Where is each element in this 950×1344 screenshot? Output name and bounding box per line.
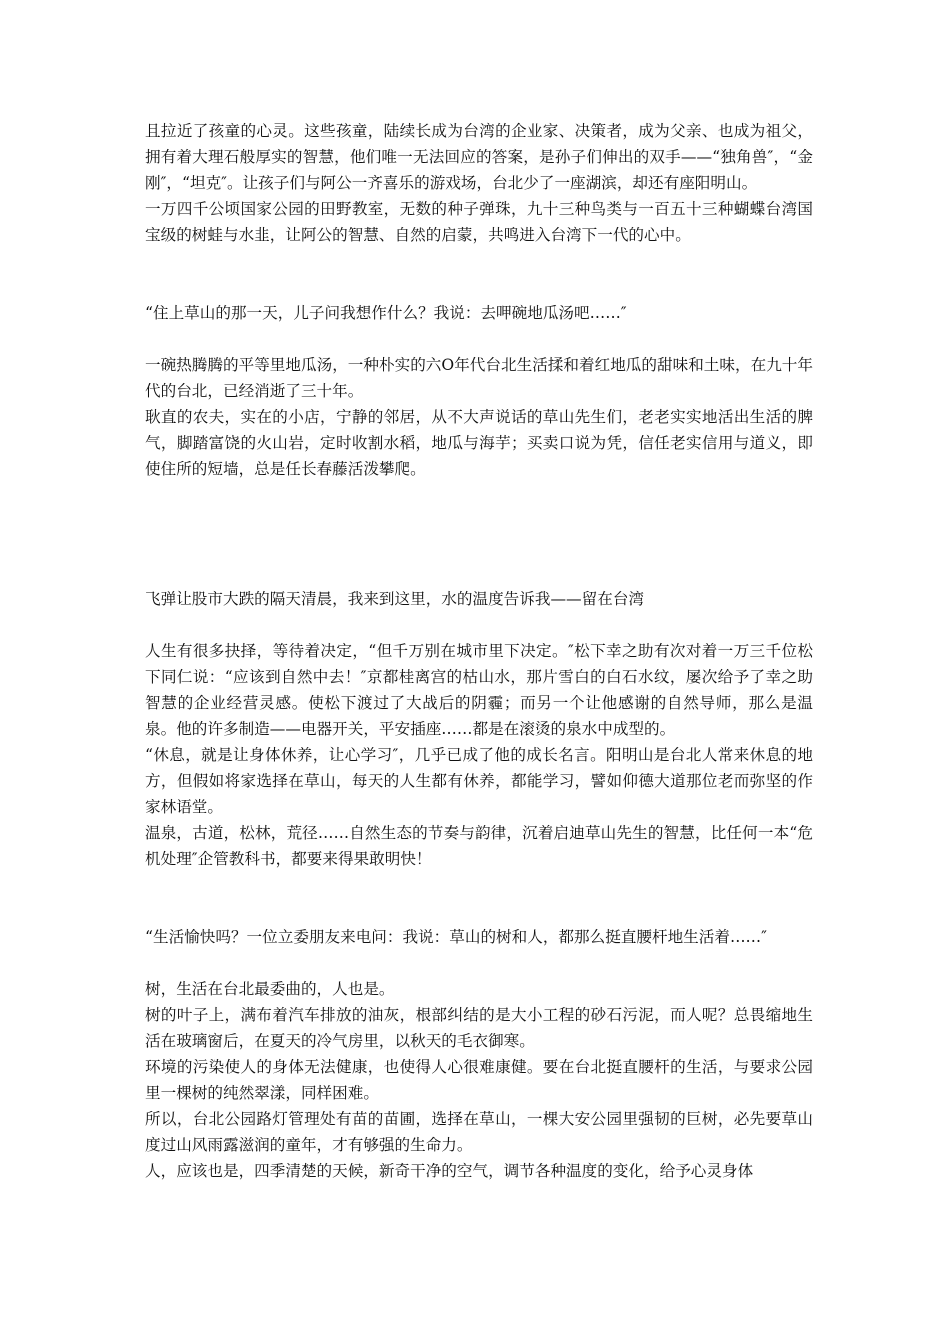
paragraph-rest-learn: “休息，就是让身体休养，让心学习″，几乎已成了他的成长名言。阳明山是台北人常来休息的地方，但假如将家选择在草山，每天的人生都有休养，都能学习，譬如仰德大道那位老而弥坚的作家林语堂。 [145, 746, 813, 816]
heading-stay-in-taiwan: 飞弹让股市大跌的隔天清晨，我来到这里，水的温度告诉我——留在台湾 [145, 590, 645, 608]
paragraph-people: 人，应该也是，四季清楚的天候，新奇干净的空气，调节各种温度的变化，给予心灵身体 [145, 1162, 754, 1180]
paragraph-national-park: 一万四千公顷国家公园的田野教室，无数的种子弹珠，九十三种鸟类与一百五十三种蝴蝶台湾国宝级的树蛙与水韭，让阿公的智慧、自然的启蒙，共鸣进入台湾下一代的心中。 [145, 200, 813, 244]
paragraph-sweet-potato-soup: 一碗热腾腾的平等里地瓜汤，一种朴实的六O年代台北生活揉和着红地瓜的甜味和土味，在九十年代的台北，已经消逝了三十年。 [145, 356, 813, 400]
paragraph-matsushita: 人生有很多抉择，等待着决定，“但千万别在城市里下决定。″松下幸之助有次对着一万三千位松下同仁说：“应该到自然中去！″京都桂离宫的枯山水，那片雪白的白石水纹，屡次给予了幸之助智慧的企业经营灵感。使松下渡过了大战后的阴霾；而另一个让他感谢的自然导师，那么是温泉。他的许多制造——电器开关，平安插座……都是在滚烫的泉水中成型的。 [145, 642, 813, 738]
spacer [145, 248, 813, 300]
document-page [145, 118, 813, 1184]
paragraph-farmers: 耿直的农夫，实在的小店，宁静的邻居，从不大声说话的草山先生们，老老实实地活出生活的脾气，脚踏富饶的火山岩，定时收割水稻，地瓜与海芋；买卖口说为凭，信任老实信用与道义，即使住所的短墙，总是任长春藤活泼攀爬。 [145, 408, 813, 478]
spacer [145, 326, 813, 352]
paragraph-trees: 树，生活在台北最委曲的，人也是。 [145, 980, 395, 998]
quote-sweet-potato-soup: “住上草山的那一天，儿子问我想作什么？我说：去呷碗地瓜汤吧……″ [145, 304, 627, 322]
paragraph-tree-leaves: 树的叶子上，满布着汽车排放的油灰，根部纠结的是大小工程的砂石污泥，而人呢？总畏缩地生活在玻璃窗后，在夏天的冷气房里，以秋天的毛衣御寒。 [145, 1006, 813, 1050]
spacer [145, 482, 813, 586]
quote-life-happy: “生活愉快吗？一位立委朋友来电问：我说：草山的树和人，都那么挺直腰杆地生活着……″ [145, 928, 767, 946]
paragraph-pollution: 环境的污染使人的身体无法健康，也使得人心很难康健。要在台北挺直腰杆的生活，与要求公园里一棵树的纯然翠漾，同样困难。 [145, 1058, 813, 1102]
spacer [145, 612, 813, 638]
paragraph-hot-springs: 温泉，古道，松林，荒径……自然生态的节奏与韵律，沉着启迪草山先生的智慧，比任何一本“危机处理″企管教科书，都要来得果敢明快！ [145, 824, 813, 868]
paragraph-children-wisdom: 且拉近了孩童的心灵。这些孩童，陆续长成为台湾的企业家、决策者，成为父亲、也成为祖父，拥有着大理石般厚实的智慧，他们唯一无法回应的答案，是孙子们伸出的双手——“独角兽″，“金刚″，“坦克″。让孩子们与阿公一齐喜乐的游戏场，台北少了一座湖滨，却还有座阳明山。 [145, 122, 813, 192]
spacer [145, 950, 813, 976]
paragraph-nursery: 所以，台北公园路灯管理处有苗的苗圃，选择在草山，一棵大安公园里强韧的巨树，必先要草山度过山风雨露滋润的童年，才有够强的生命力。 [145, 1110, 813, 1154]
spacer [145, 872, 813, 924]
